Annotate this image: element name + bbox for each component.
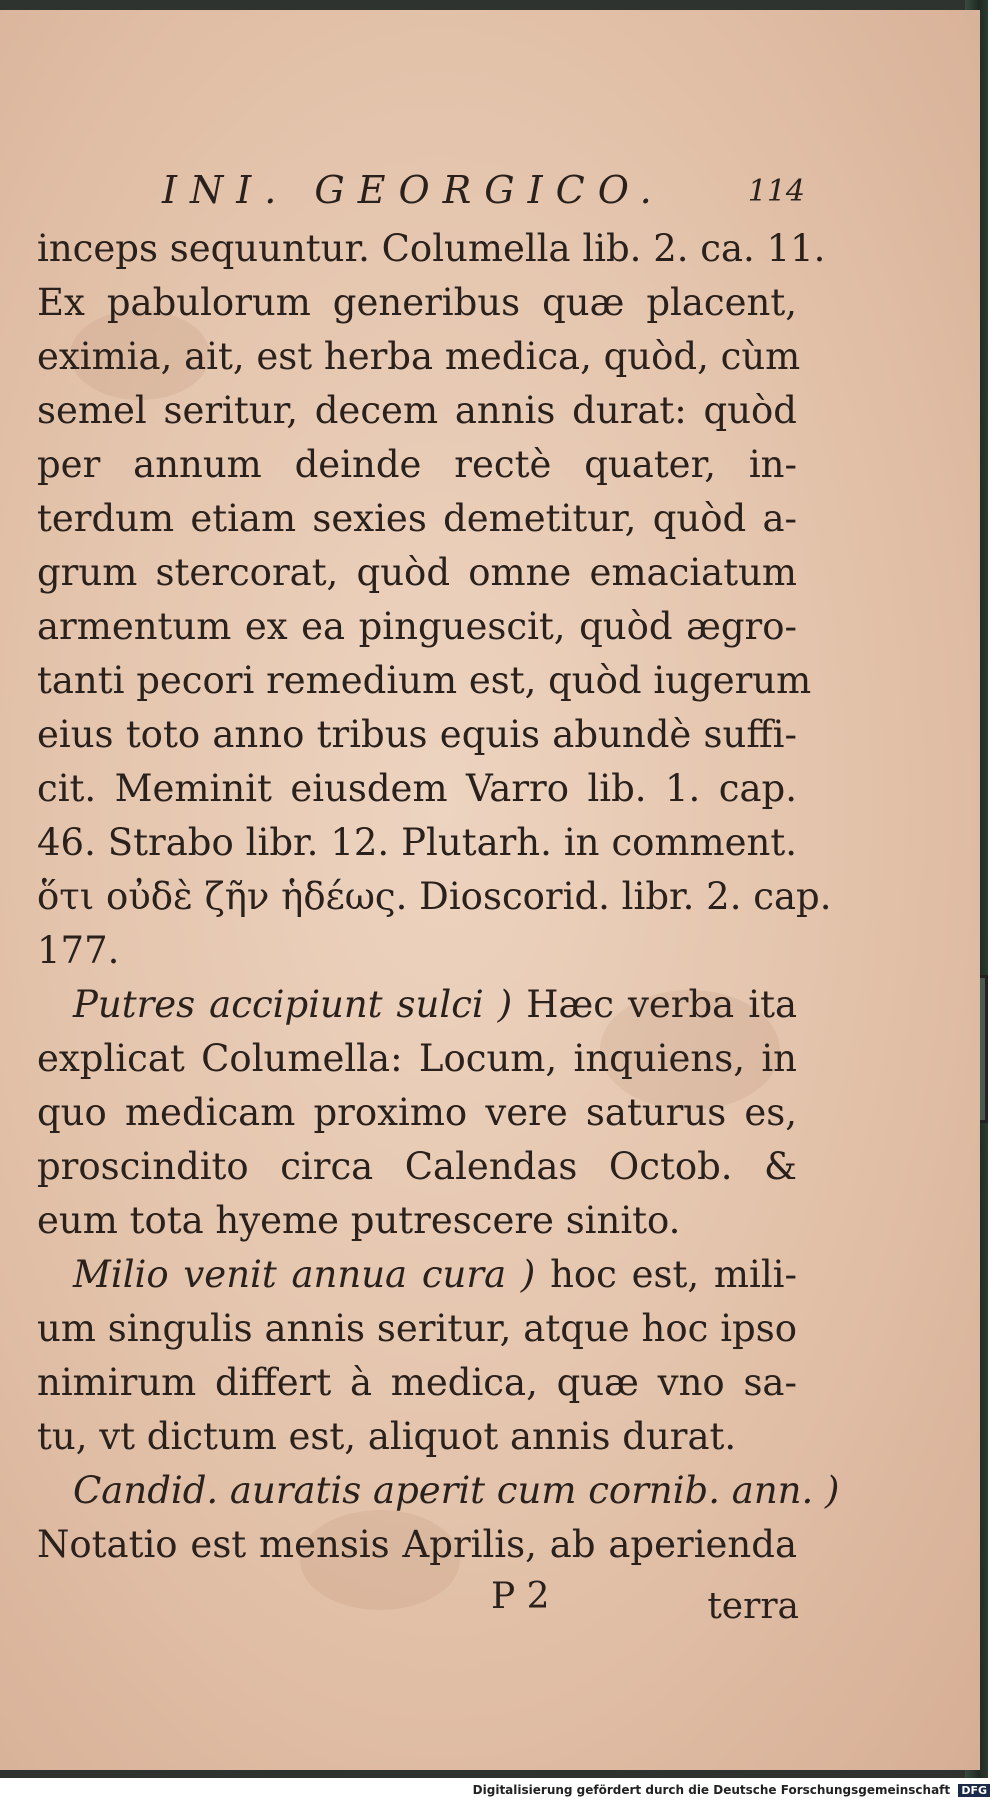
folio-number: 114 [747, 174, 805, 209]
commentary-text: Hæc verba ita [526, 983, 798, 1026]
lemma-line [37, 978, 797, 1032]
lemma-text: Milio venit annua cura ) [73, 1253, 536, 1296]
digitization-note: Digitalisierung gefördert durch die Deutsche Forschungsgemeinschaft [472, 1783, 951, 1797]
catchword: terra [707, 1586, 799, 1627]
text-line: Notatio est mensis Aprilis, ab aperienda [37, 1523, 797, 1566]
text-line: 46. Strabo libr. 12. Plutarh. in comment. [37, 821, 797, 864]
greek-citation-line: ὅτι οὐδὲ ζῆν ἡδέως. Dioscorid. libr. 2. cap. [37, 875, 832, 918]
commentary-text: hoc est, mili- [550, 1253, 797, 1296]
text-line: proscindito circa Calendas Octob. & [37, 1145, 797, 1188]
text-line: eximia, ait, est herba medica, quòd, cùm [37, 335, 801, 378]
paragraph-2 [37, 978, 797, 1248]
text-line: explicat Columella: Locum, inquiens, in [37, 1037, 797, 1080]
text-line: armentum ex ea pinguescit, quòd ægro- [37, 605, 797, 648]
text-line: um singulis annis seritur, atque hoc ipso [37, 1307, 797, 1350]
text-line: tanti pecori remedium est, quòd iugerum [37, 659, 812, 702]
lemma-text: Candid. auratis aperit cum cornib. ann. ) [73, 1469, 840, 1512]
text-line: cit. Meminit eiusdem Varro lib. 1. cap. [37, 767, 797, 810]
text-line: tu, vt dictum est, aliquot annis durat. [37, 1415, 737, 1458]
text-line: Ex pabulorum generibus quæ placent, [37, 281, 797, 324]
paragraph-1 [37, 222, 832, 978]
catch-line [37, 1572, 797, 1628]
book-page [0, 10, 980, 1770]
lemma-line [37, 1464, 840, 1518]
text-line: semel seritur, decem annis durat: quòd [37, 389, 797, 432]
paragraph-3 [37, 1248, 797, 1464]
digitization-credit [473, 1783, 990, 1797]
text-line: inceps sequuntur. Columella lib. 2. ca. 11. [37, 227, 826, 270]
text-line: per annum deinde rectè quater, in- [37, 443, 797, 486]
text-line: quo medicam proximo vere saturus es, [37, 1091, 797, 1134]
text-line: eum tota hyeme putrescere sinito. [37, 1199, 681, 1242]
text-line: terdum etiam sexies demetitur, quòd a- [37, 497, 797, 540]
text-line: eius toto anno tribus equis abundè suffi- [37, 713, 797, 756]
running-head [37, 160, 805, 222]
signature-mark: P 2 [491, 1576, 550, 1617]
dfg-logo-icon: DFG [958, 1784, 990, 1797]
page-text-block [37, 160, 840, 1628]
lemma-line [37, 1248, 797, 1302]
text-line: 177. [37, 929, 120, 972]
text-line: nimirum differt à medica, quæ vno sa- [37, 1361, 797, 1404]
paragraph-4 [37, 1464, 840, 1572]
lemma-text: Putres accipiunt sulci ) [73, 983, 513, 1026]
text-line: grum stercorat, quòd omne emaciatum [37, 551, 797, 594]
running-head-title: INI. GEORGICO. [162, 168, 665, 212]
